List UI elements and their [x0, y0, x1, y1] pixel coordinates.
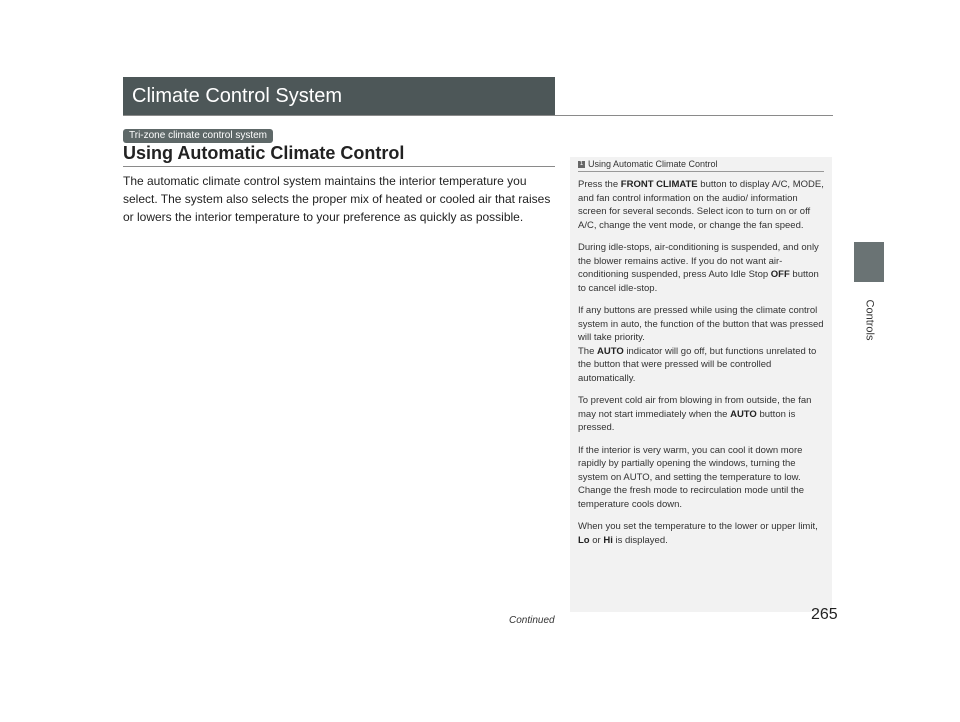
side-tab-marker	[854, 242, 884, 282]
heading-divider	[123, 166, 555, 167]
side-tab-label: Controls	[863, 299, 875, 341]
chapter-title-bar	[123, 77, 555, 115]
page-number: 265	[811, 606, 838, 623]
side-tab	[852, 300, 886, 340]
note-paragraph: When you set the temperature to the lower or upper limit, Lo or Hi is displayed.	[578, 521, 818, 546]
section-body: The automatic climate control system maintains the interior temperature you select. The system also selects the proper mix of heated or cooled air that raises or lowers the interior temperature to your preference as quickly as possible.	[123, 174, 551, 224]
side-note	[570, 157, 832, 612]
note-paragraph: Press the FRONT CLIMATE button to display A/C, MODE, and fan control information on the audio/ information screen for several seconds. Select icon to turn on or off A/C, change the vent mode, or change the fan speed.	[578, 179, 824, 231]
continued-label: Continued	[509, 615, 555, 626]
note-title: Using Automatic Climate Control	[588, 159, 718, 169]
note-paragraph: If any buttons are pressed while using the climate control system in auto, the function of the button that was pressed will take priority. The AUTO indicator will go off, but functions unrelated to the button that were pressed will be controlled automatically.	[578, 305, 824, 384]
note-paragraph: If the interior is very warm, you can cool it down more rapidly by partially opening the windows, turning the system on AUTO, and setting the temperature to low. Change the fresh mode to recirculation mode until the temperature cools down.	[578, 444, 805, 510]
title-divider	[123, 115, 833, 116]
chapter-title: Climate Control System	[132, 84, 343, 107]
model-tag: Tri-zone climate control system	[123, 129, 273, 143]
note-paragraph: To prevent cold air from blowing in from outside, the fan may not start immediately when the AUTO button is pressed.	[578, 395, 812, 433]
note-reference-icon: 1	[579, 160, 584, 167]
note-paragraph: During idle-stops, air-conditioning is suspended, and only the blower remains active. If you do not want air-conditioning suspended, press Auto Idle Stop OFF button to cancel idle-stop.	[578, 242, 819, 294]
note-header	[578, 159, 824, 172]
section-heading: Using Automatic Climate Control	[123, 143, 405, 163]
